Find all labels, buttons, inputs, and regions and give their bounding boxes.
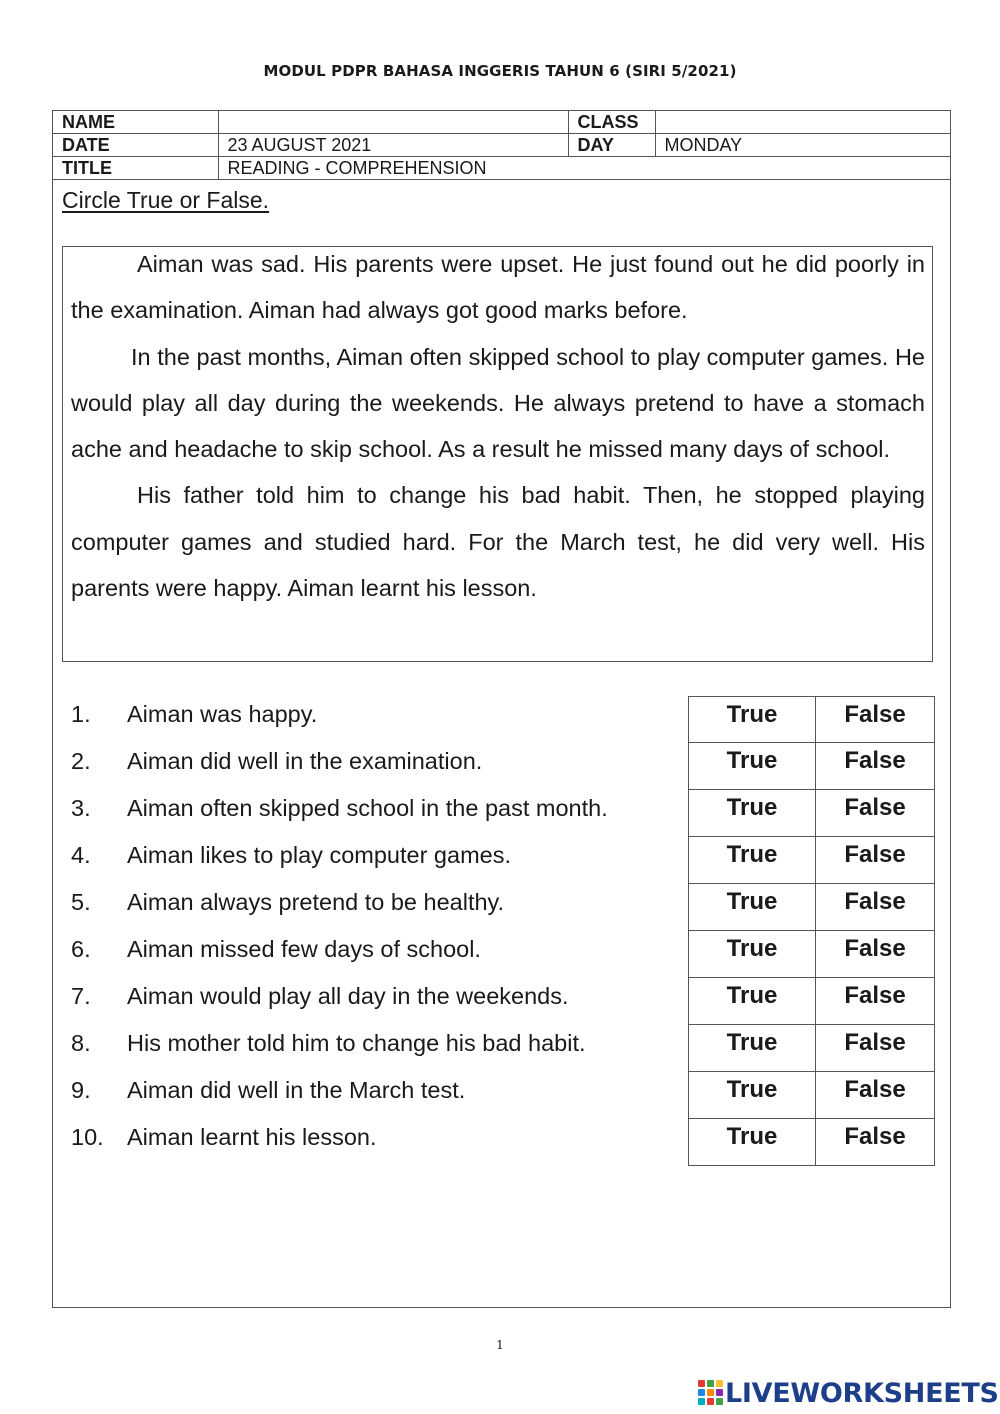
- passage-paragraph: In the past months, Aiman often skipped school to play computer games. He would play all day during the weekends. He always pretend to have a stomach ache and headache to skip school. As a result he missed many days of school.: [71, 343, 925, 463]
- question-number: 6.: [71, 936, 91, 962]
- question-text: Aiman did well in the March test.: [127, 1077, 466, 1103]
- liveworksheets-logo-icon: [698, 1380, 723, 1406]
- brand-text: LIVEWORKSHEETS: [725, 1377, 999, 1409]
- worksheet-frame: [52, 110, 951, 1308]
- false-option[interactable]: False: [816, 790, 935, 837]
- true-option[interactable]: True: [688, 1072, 816, 1119]
- passage-paragraph: Aiman was sad. His parents were upset. He just found out he did poorly in the examination. Aiman had always got good marks before.: [71, 251, 925, 324]
- question-row: [53, 931, 950, 978]
- question-text: Aiman would play all day in the weekends.: [127, 983, 569, 1009]
- false-option[interactable]: False: [816, 931, 935, 978]
- true-option[interactable]: True: [688, 1119, 816, 1166]
- true-option[interactable]: True: [688, 837, 816, 884]
- false-option[interactable]: False: [816, 1072, 935, 1119]
- true-option[interactable]: True: [688, 931, 816, 978]
- question-text: Aiman always pretend to be healthy.: [127, 889, 505, 915]
- class-label: CLASS: [568, 111, 655, 134]
- class-field[interactable]: [655, 111, 950, 134]
- question-number: 10.: [71, 1124, 104, 1150]
- day-label: DAY: [568, 134, 655, 157]
- document-title: MODUL PDPR BAHASA INGGERIS TAHUN 6 (SIRI 5/2021): [263, 62, 737, 80]
- date-label: DATE: [53, 134, 218, 157]
- question-row: [53, 837, 950, 884]
- question-row: [53, 1025, 950, 1072]
- false-option[interactable]: False: [816, 696, 935, 743]
- title-label: TITLE: [53, 157, 218, 180]
- question-number: 9.: [71, 1077, 91, 1103]
- liveworksheets-brand[interactable]: [698, 1377, 999, 1409]
- false-option[interactable]: False: [816, 978, 935, 1025]
- false-option[interactable]: False: [816, 1119, 935, 1166]
- true-option[interactable]: True: [688, 696, 816, 743]
- instruction: Circle True or False.: [62, 187, 270, 213]
- question-row: [53, 1119, 950, 1166]
- question-text: Aiman did well in the examination.: [127, 748, 483, 774]
- question-row: [53, 1072, 950, 1119]
- true-option[interactable]: True: [688, 884, 816, 931]
- question-number: 5.: [71, 889, 91, 915]
- passage-paragraph: His father told him to change his bad habit. Then, he stopped playing computer games and studied hard. For the March test, he did very well. His parents were happy. Aiman learnt his lesson.: [71, 482, 925, 602]
- question-number: 1.: [71, 701, 91, 727]
- student-info-table: [53, 111, 950, 180]
- question-number: 3.: [71, 795, 91, 821]
- title-value: READING - COMPREHENSION: [218, 157, 950, 180]
- page-number: 1: [496, 1338, 504, 1352]
- question-text: Aiman learnt his lesson.: [127, 1124, 377, 1150]
- true-option[interactable]: True: [688, 743, 816, 790]
- question-number: 4.: [71, 842, 91, 868]
- question-text: Aiman missed few days of school.: [127, 936, 481, 962]
- false-option[interactable]: False: [816, 884, 935, 931]
- true-option[interactable]: True: [688, 978, 816, 1025]
- true-option[interactable]: True: [688, 790, 816, 837]
- false-option[interactable]: False: [816, 1025, 935, 1072]
- question-number: 7.: [71, 983, 91, 1009]
- question-text: Aiman often skipped school in the past month.: [127, 795, 608, 821]
- question-row: [53, 696, 950, 743]
- question-row: [53, 790, 950, 837]
- question-list: [53, 696, 950, 1166]
- name-field[interactable]: [218, 111, 568, 134]
- question-number: 8.: [71, 1030, 91, 1056]
- question-row: [53, 884, 950, 931]
- false-option[interactable]: False: [816, 837, 935, 884]
- date-value: 23 AUGUST 2021: [218, 134, 568, 157]
- question-text: Aiman was happy.: [127, 701, 318, 727]
- name-label: NAME: [53, 111, 218, 134]
- day-value: MONDAY: [655, 134, 950, 157]
- false-option[interactable]: False: [816, 743, 935, 790]
- question-number: 2.: [71, 748, 91, 774]
- question-text: His mother told him to change his bad habit.: [127, 1030, 586, 1056]
- true-option[interactable]: True: [688, 1025, 816, 1072]
- question-row: [53, 978, 950, 1025]
- reading-passage: [62, 246, 933, 662]
- question-text: Aiman likes to play computer games.: [127, 842, 511, 868]
- question-row: [53, 743, 950, 790]
